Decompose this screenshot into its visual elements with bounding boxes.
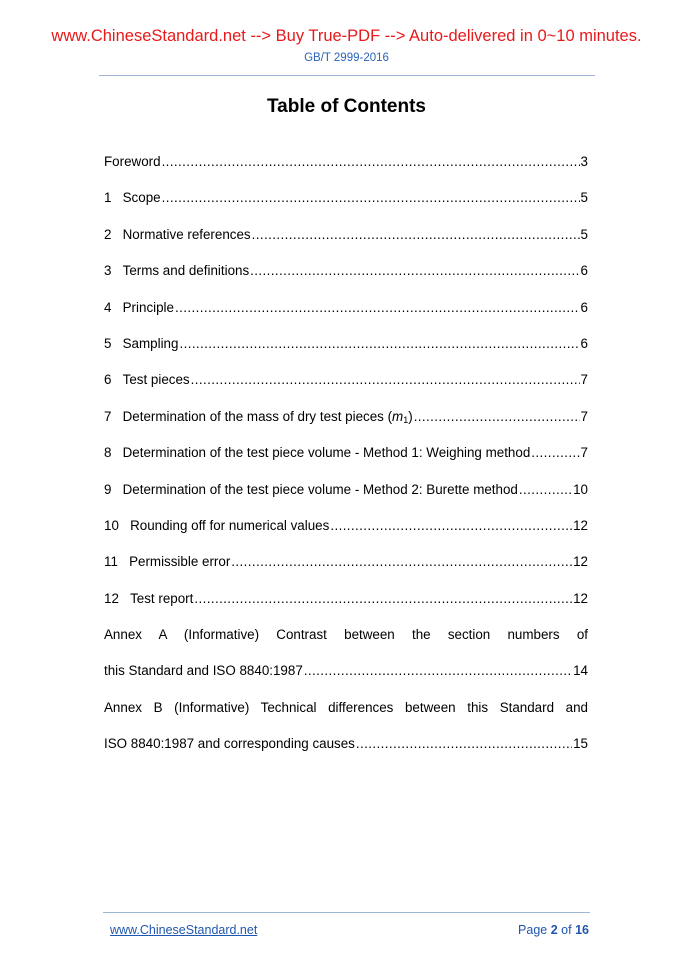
- toc-entry-annex-b[interactable]: [104, 698, 588, 734]
- page-current: 2: [550, 923, 558, 937]
- toc-entry-page: 6: [580, 299, 588, 315]
- toc-entry-annex-a[interactable]: [104, 625, 588, 661]
- page-total: 16: [575, 923, 589, 937]
- toc-entry-foreword[interactable]: [104, 152, 588, 188]
- toc-entry-title: Determination of the test piece volume - Method 1: Weighing method: [122, 445, 531, 461]
- toc-leader-dots: [519, 480, 572, 500]
- toc-entry-test-report[interactable]: [104, 589, 588, 625]
- mass-subscript: 1: [403, 414, 409, 425]
- header-divider: [99, 75, 595, 76]
- toc-entry-number: 10: [104, 517, 119, 533]
- toc-entry-terms-definitions[interactable]: [104, 261, 588, 297]
- toc-entry-permissible-error[interactable]: [104, 552, 588, 588]
- toc-entry-number: 9: [104, 481, 112, 497]
- toc-entry-title: Scope: [122, 190, 161, 206]
- toc-leader-dots: [330, 516, 572, 536]
- toc-entry-title: Determination of the mass of dry test pieces $(m_1)$: [122, 408, 413, 425]
- mass-symbol: m: [392, 408, 404, 424]
- toc-leader-dots: [531, 443, 579, 463]
- page-title: Table of Contents: [266, 96, 427, 117]
- page-indicator: [518, 923, 589, 937]
- page-label: Page: [518, 923, 548, 937]
- toc-entry-number: 6: [104, 372, 112, 388]
- toc-entry-page: 7: [580, 408, 588, 424]
- toc-entry-title-line1: Annex A (Informative) Contrast between the section numbers of: [104, 627, 588, 643]
- toc-entry-page: 6: [580, 263, 588, 279]
- toc-entry-page: 15: [573, 736, 588, 752]
- toc-entry-page: 5: [580, 190, 588, 206]
- toc-entry-mass-dry-test-pieces[interactable]: [104, 407, 588, 443]
- toc-leader-dots: [414, 407, 580, 427]
- toc-entry-title: Determination of the test piece volume - Method 2: Burette method: [122, 481, 518, 497]
- toc-entry-weighing-method[interactable]: [104, 443, 588, 479]
- table-of-contents: [104, 152, 588, 771]
- toc-entry-page: 7: [580, 372, 588, 388]
- toc-entry-title-line2: this Standard and ISO 8840:1987: [104, 663, 303, 679]
- toc-entry-page: 12: [573, 517, 588, 533]
- toc-entry-title: Normative references: [122, 226, 251, 242]
- toc-entry-sampling[interactable]: [104, 334, 588, 370]
- toc-leader-dots: [191, 370, 580, 390]
- toc-entry-annex-b-cont[interactable]: [104, 734, 588, 770]
- toc-entry-number: 12: [104, 590, 119, 606]
- toc-entry-title: Test pieces: [122, 372, 190, 388]
- toc-entry-page: 5: [580, 226, 588, 242]
- toc-leader-dots: [252, 225, 580, 245]
- toc-entry-number: 1: [104, 190, 112, 206]
- page-of: of: [561, 923, 572, 937]
- toc-leader-dots: [175, 298, 580, 318]
- toc-entry-page: 12: [573, 590, 588, 606]
- toc-entry-page: 7: [580, 445, 588, 461]
- toc-entry-rounding-off[interactable]: [104, 516, 588, 552]
- toc-entry-page: 12: [573, 554, 588, 570]
- toc-entry-page: 14: [573, 663, 588, 679]
- toc-leader-dots: [162, 152, 580, 172]
- toc-leader-dots: [304, 661, 572, 681]
- footer-divider: [103, 912, 590, 913]
- toc-entry-number: 8: [104, 445, 112, 461]
- toc-entry-title: Permissible error: [129, 554, 231, 570]
- toc-entry-title-line2: ISO 8840:1987 and corresponding causes: [104, 736, 355, 752]
- toc-entry-annex-a-cont[interactable]: [104, 661, 588, 697]
- toc-leader-dots: [162, 188, 580, 208]
- toc-entry-title: Foreword: [104, 154, 161, 169]
- toc-leader-dots: [179, 334, 579, 354]
- toc-entry-title: Test report: [130, 590, 194, 606]
- toc-entry-number: 3: [104, 263, 112, 279]
- promo-banner[interactable]: www.ChineseStandard.net --> Buy True-PDF --> Auto-delivered in 0~10 minutes.: [51, 27, 642, 45]
- toc-leader-dots: [356, 734, 572, 754]
- toc-entry-number: 7: [104, 408, 112, 424]
- toc-entry-title-line1: Annex B (Informative) Technical differences between this Standard and: [104, 699, 588, 715]
- footer-site-link[interactable]: www.ChineseStandard.net: [110, 923, 258, 937]
- toc-entry-burette-method[interactable]: [104, 480, 588, 516]
- toc-entry-title: Sampling: [122, 335, 179, 351]
- toc-entry-test-pieces[interactable]: [104, 370, 588, 406]
- toc-entry-scope[interactable]: [104, 188, 588, 224]
- toc-entry-title: Rounding off for numerical values: [130, 517, 330, 533]
- toc-entry-title: Terms and definitions: [122, 263, 250, 279]
- toc-entry-number: 5: [104, 335, 112, 351]
- toc-entry-page: 6: [580, 335, 588, 351]
- toc-leader-dots: [250, 261, 579, 281]
- toc-leader-dots: [194, 589, 572, 609]
- toc-entry-number: 2: [104, 226, 112, 242]
- toc-entry-page: 3: [580, 154, 588, 169]
- standard-code: GB/T 2999-2016: [304, 52, 389, 64]
- toc-entry-principle[interactable]: [104, 298, 588, 334]
- toc-entry-title: Principle: [122, 299, 174, 315]
- toc-entry-page: 10: [573, 481, 588, 497]
- toc-entry-number: 4: [104, 299, 112, 315]
- toc-leader-dots: [231, 552, 572, 572]
- toc-entry-normative-references[interactable]: [104, 225, 588, 261]
- toc-entry-number: 11: [104, 554, 118, 570]
